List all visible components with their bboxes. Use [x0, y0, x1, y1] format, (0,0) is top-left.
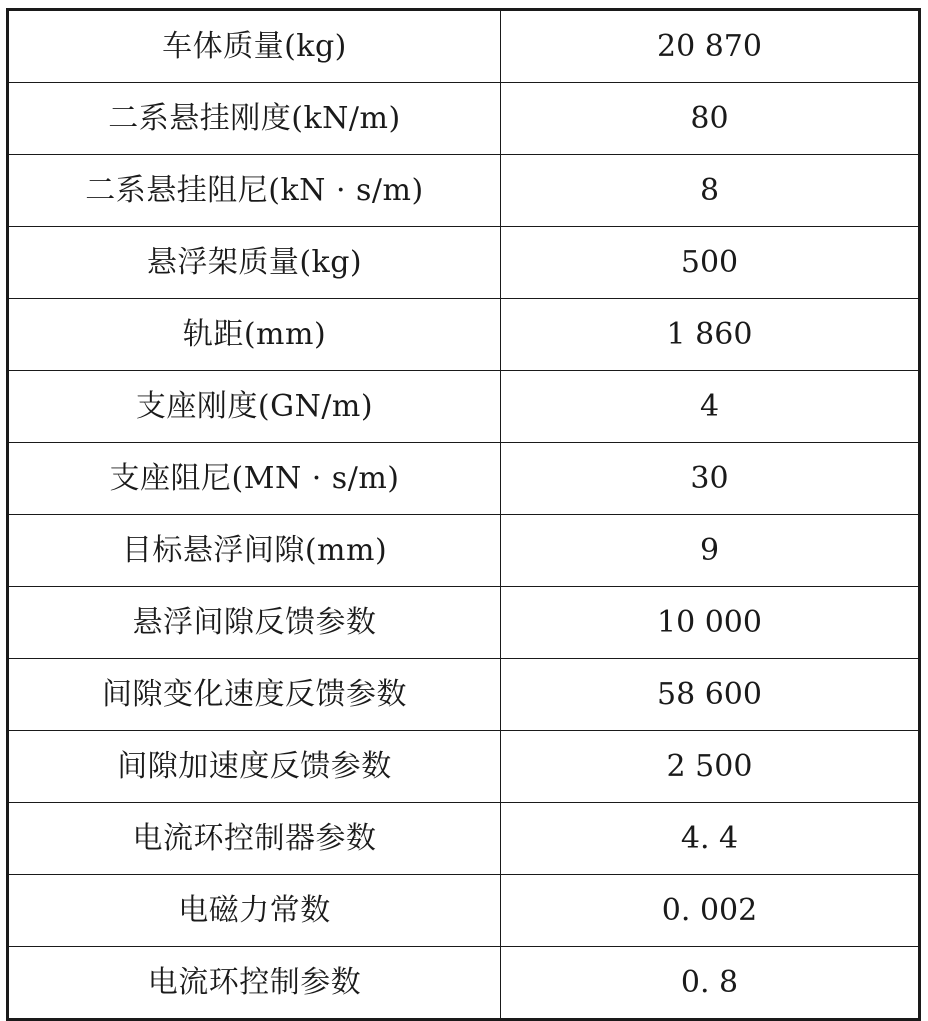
param-name: 悬浮间隙反馈参数	[8, 587, 501, 659]
param-name: 支座阻尼(MN · s/m)	[8, 443, 501, 515]
parameter-table	[6, 8, 921, 1021]
table-row	[8, 10, 920, 83]
param-value: 30	[501, 443, 920, 515]
param-name: 车体质量(kg)	[8, 10, 501, 83]
table-row	[8, 227, 920, 299]
param-value: 58 600	[501, 659, 920, 731]
table-row	[8, 299, 920, 371]
table-row	[8, 947, 920, 1020]
param-name: 二系悬挂刚度(kN/m)	[8, 83, 501, 155]
table-row	[8, 875, 920, 947]
param-name: 电流环控制参数	[8, 947, 501, 1020]
param-value: 8	[501, 155, 920, 227]
param-value: 1 860	[501, 299, 920, 371]
param-value: 4. 4	[501, 803, 920, 875]
param-value: 2 500	[501, 731, 920, 803]
param-value: 0. 8	[501, 947, 920, 1020]
table-row	[8, 803, 920, 875]
param-name: 间隙加速度反馈参数	[8, 731, 501, 803]
param-name: 轨距(mm)	[8, 299, 501, 371]
param-name: 悬浮架质量(kg)	[8, 227, 501, 299]
table-row	[8, 587, 920, 659]
param-value: 0. 002	[501, 875, 920, 947]
param-value: 20 870	[501, 10, 920, 83]
table-row	[8, 155, 920, 227]
param-name: 目标悬浮间隙(mm)	[8, 515, 501, 587]
param-name: 二系悬挂阻尼(kN · s/m)	[8, 155, 501, 227]
param-name: 支座刚度(GN/m)	[8, 371, 501, 443]
param-value: 4	[501, 371, 920, 443]
param-value: 10 000	[501, 587, 920, 659]
table-row	[8, 515, 920, 587]
table-row	[8, 731, 920, 803]
table-row	[8, 443, 920, 515]
param-value: 9	[501, 515, 920, 587]
table-row	[8, 83, 920, 155]
table-row	[8, 371, 920, 443]
param-value: 80	[501, 83, 920, 155]
param-value: 500	[501, 227, 920, 299]
param-name: 电流环控制器参数	[8, 803, 501, 875]
table-row	[8, 659, 920, 731]
param-name: 电磁力常数	[8, 875, 501, 947]
param-name: 间隙变化速度反馈参数	[8, 659, 501, 731]
